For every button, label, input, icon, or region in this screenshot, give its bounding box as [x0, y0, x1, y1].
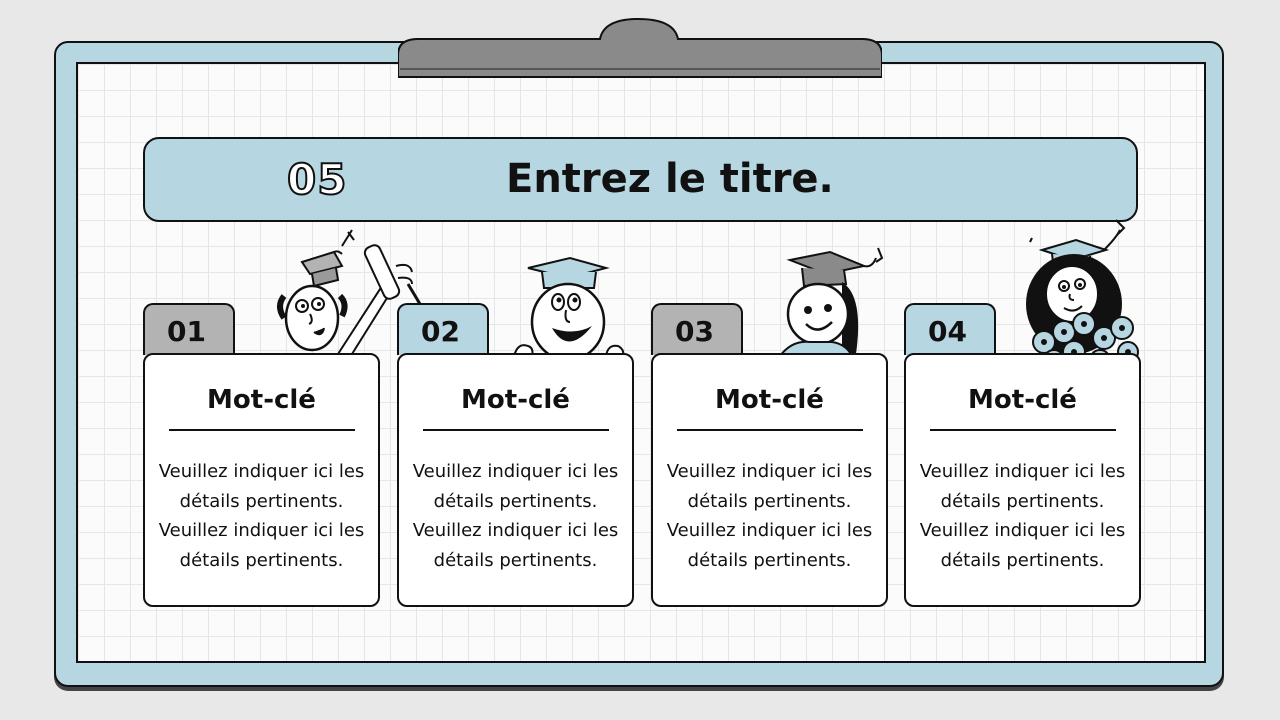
- divider: [677, 429, 863, 431]
- card-description: Veuillez indiquer ici les détails pertinents. Veuillez indiquer ici les détails pertinents.: [158, 461, 365, 571]
- card-keyword: Mot-clé: [461, 385, 570, 415]
- card-number-tab: 01: [143, 303, 235, 355]
- card-description: Veuillez indiquer ici les détails pertinents. Veuillez indiquer ici les détails pertinents.: [412, 461, 619, 571]
- divider: [423, 429, 609, 431]
- clipboard-clip-icon: [398, 17, 882, 81]
- keyword-card: [143, 353, 380, 607]
- page-title: Entrez le titre.: [506, 156, 834, 202]
- girl-graduate-icon: [772, 244, 896, 356]
- keyword-card: [904, 353, 1141, 607]
- card-keyword: Mot-clé: [968, 385, 1077, 415]
- card-number-tab: 02: [397, 303, 489, 355]
- card-description: Veuillez indiquer ici les détails pertinents. Veuillez indiquer ici les détails pertinents.: [666, 461, 873, 571]
- card-keyword: Mot-clé: [207, 385, 316, 415]
- card-description: Veuillez indiquer ici les détails pertinents. Veuillez indiquer ici les détails pertinents.: [919, 461, 1126, 571]
- divider: [930, 429, 1116, 431]
- divider: [169, 429, 355, 431]
- keyword-card: [397, 353, 634, 607]
- slide-number: 05: [287, 155, 348, 204]
- keyword-card: [651, 353, 888, 607]
- smiling-graduate-icon: [508, 256, 630, 366]
- graduate-with-flowers-icon: [1020, 214, 1150, 370]
- card-number-tab: 04: [904, 303, 996, 355]
- card-number-tab: 03: [651, 303, 743, 355]
- card-keyword: Mot-clé: [715, 385, 824, 415]
